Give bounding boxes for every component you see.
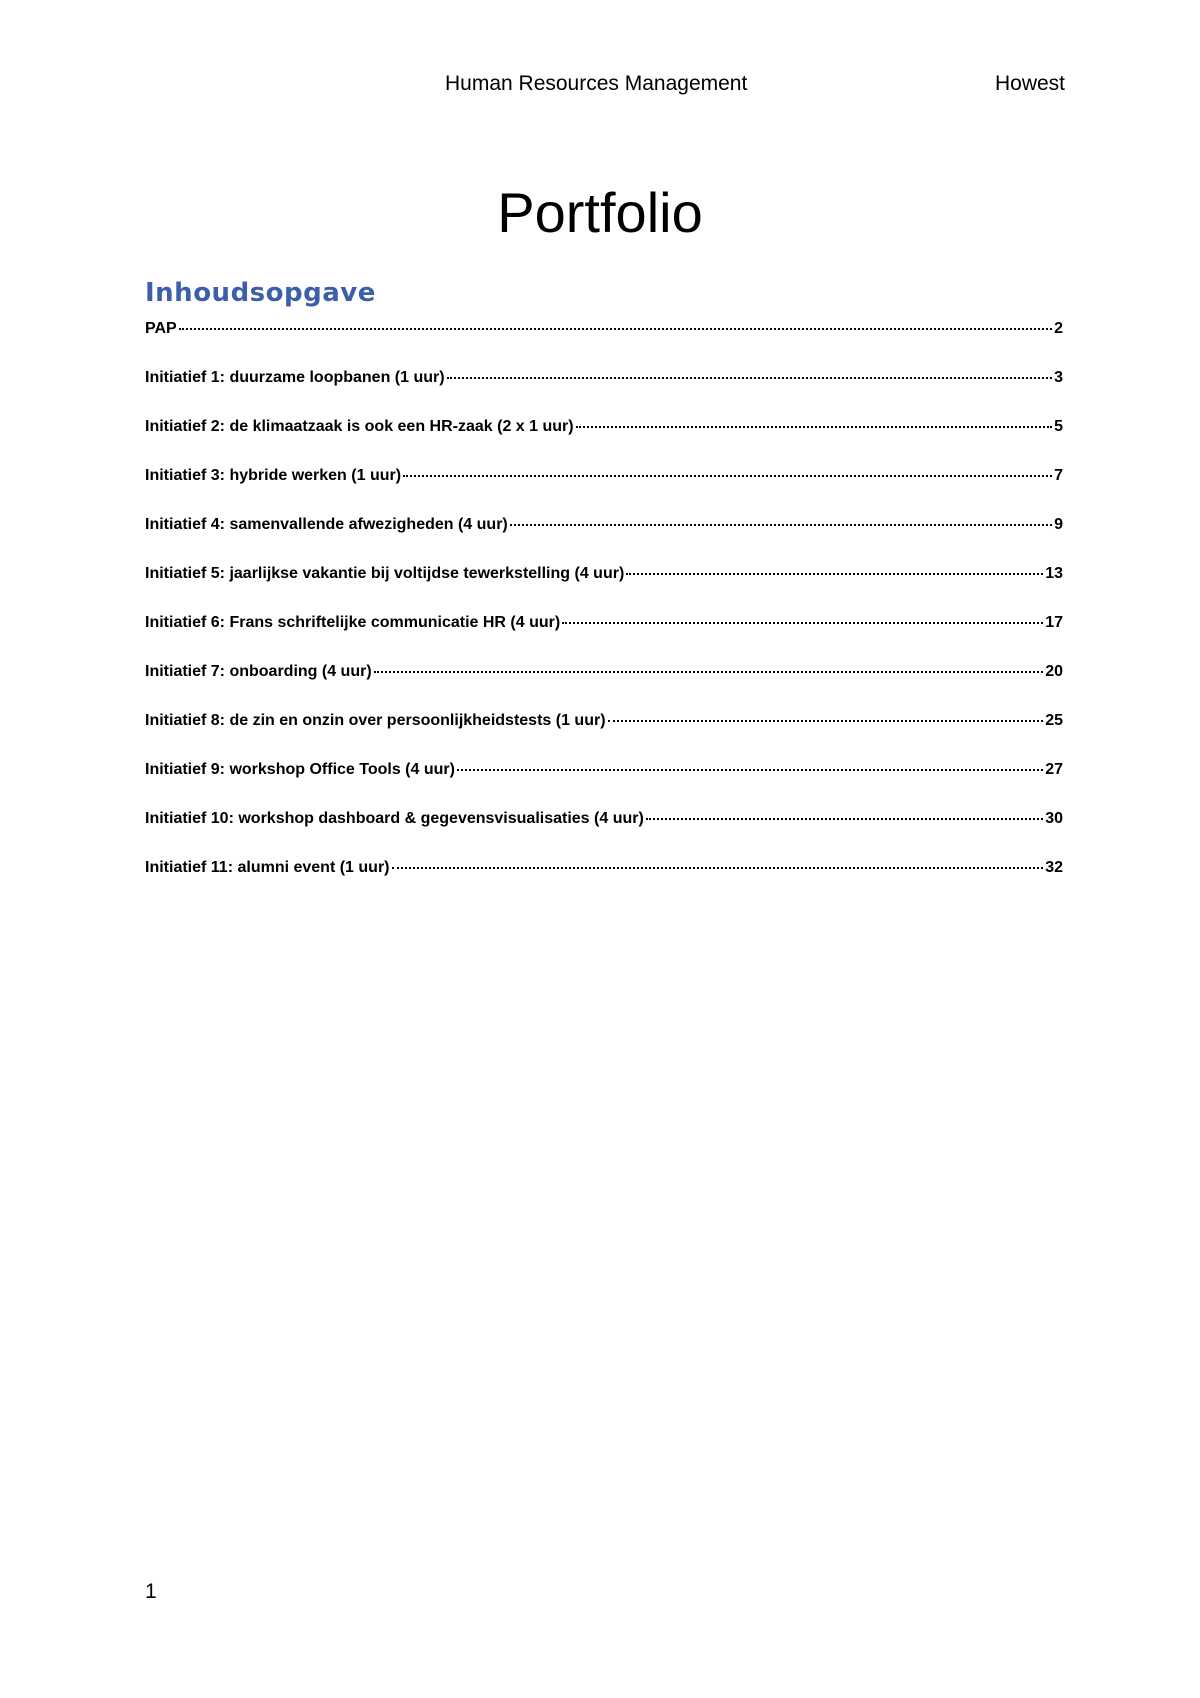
toc-entry-text: Initiatief 8: de zin en onzin over persoonlijkheidstests (1 uur) xyxy=(145,712,606,729)
toc-entry-text: Initiatief 1: duurzame loopbanen (1 uur) xyxy=(145,369,445,386)
toc-leader-dots xyxy=(646,817,1043,820)
toc-entry-page: 27 xyxy=(1045,761,1063,778)
toc-entry-initiatief-8[interactable] xyxy=(145,712,1063,761)
table-of-contents xyxy=(145,320,1063,908)
toc-entry-page: 32 xyxy=(1045,859,1063,876)
toc-entry-text: Initiatief 6: Frans schriftelijke communicatie HR (4 uur) xyxy=(145,614,561,631)
toc-entry-initiatief-3[interactable] xyxy=(145,467,1063,516)
toc-entry-initiatief-5[interactable] xyxy=(145,565,1063,614)
toc-entry-page: 25 xyxy=(1045,712,1063,729)
toc-entry-text: Initiatief 2: de klimaatzaak is ook een HR-zaak (2 x 1 uur) xyxy=(145,418,574,435)
toc-entry-initiatief-11[interactable] xyxy=(145,859,1063,908)
toc-entry-page: 17 xyxy=(1045,614,1063,631)
toc-heading: Inhoudsopgave xyxy=(145,277,376,308)
toc-entry-text: Initiatief 4: samenvallende afwezigheden (4 uur) xyxy=(145,516,508,533)
toc-entry-initiatief-6[interactable] xyxy=(145,614,1063,663)
toc-entry-initiatief-10[interactable] xyxy=(145,810,1063,859)
toc-entry-text: PAP xyxy=(145,320,177,337)
toc-entry-page: 5 xyxy=(1054,418,1063,435)
toc-leader-dots xyxy=(403,474,1052,477)
toc-leader-dots xyxy=(626,572,1043,575)
toc-entry-pap[interactable] xyxy=(145,320,1063,369)
toc-leader-dots xyxy=(562,621,1043,624)
toc-leader-dots xyxy=(608,719,1044,722)
toc-entry-page: 20 xyxy=(1045,663,1063,680)
toc-entry-text: Initiatief 10: workshop dashboard & gegevensvisualisaties (4 uur) xyxy=(145,810,644,827)
toc-entry-initiatief-1[interactable] xyxy=(145,369,1063,418)
toc-leader-dots xyxy=(510,523,1052,526)
toc-entry-text: Initiatief 7: onboarding (4 uur) xyxy=(145,663,372,680)
toc-leader-dots xyxy=(576,425,1053,428)
toc-entry-page: 30 xyxy=(1045,810,1063,827)
toc-entry-page: 9 xyxy=(1054,516,1063,533)
page-header xyxy=(145,72,1065,102)
toc-entry-page: 3 xyxy=(1054,369,1063,386)
toc-leader-dots xyxy=(392,866,1044,869)
toc-leader-dots xyxy=(179,327,1052,330)
page-number: 1 xyxy=(145,1580,157,1603)
toc-leader-dots xyxy=(447,376,1053,379)
toc-leader-dots xyxy=(457,768,1043,771)
toc-entry-text: Initiatief 11: alumni event (1 uur) xyxy=(145,859,390,876)
toc-entry-text: Initiatief 9: workshop Office Tools (4 uur) xyxy=(145,761,455,778)
toc-leader-dots xyxy=(374,670,1044,673)
toc-entry-initiatief-9[interactable] xyxy=(145,761,1063,810)
toc-entry-page: 7 xyxy=(1054,467,1063,484)
toc-entry-page: 13 xyxy=(1045,565,1063,582)
toc-entry-initiatief-2[interactable] xyxy=(145,418,1063,467)
toc-entry-initiatief-4[interactable] xyxy=(145,516,1063,565)
toc-entry-page: 2 xyxy=(1054,320,1063,337)
toc-entry-initiatief-7[interactable] xyxy=(145,663,1063,712)
toc-entry-text: Initiatief 5: jaarlijkse vakantie bij voltijdse tewerkstelling (4 uur) xyxy=(145,565,625,582)
toc-entry-text: Initiatief 3: hybride werken (1 uur) xyxy=(145,467,402,484)
header-organization: Howest xyxy=(994,72,1065,95)
document-title: Portfolio xyxy=(497,180,703,244)
header-title: Human Resources Management xyxy=(445,72,748,95)
